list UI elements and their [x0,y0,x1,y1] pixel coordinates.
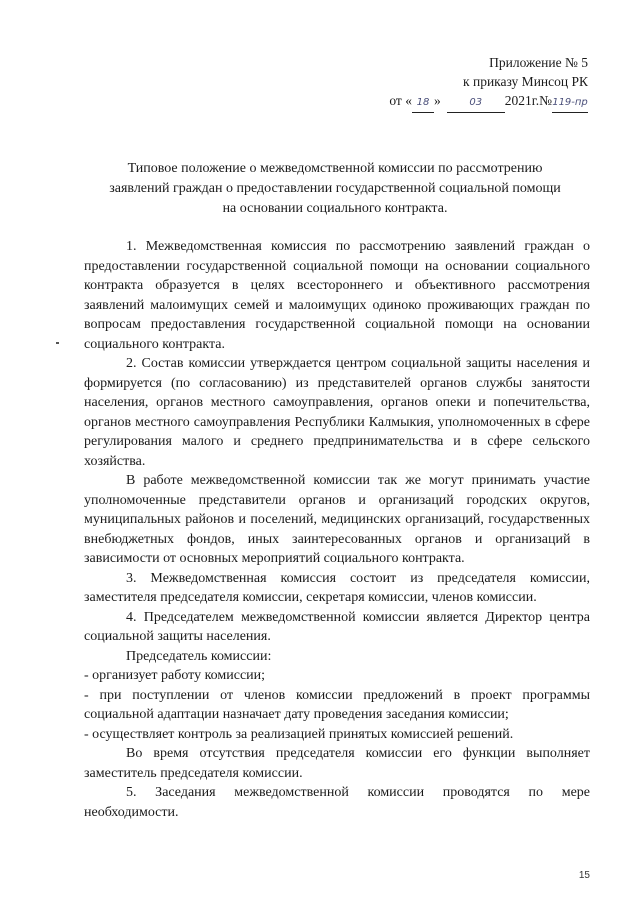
scan-mark [56,342,59,344]
date-year: 2021г.№ [504,93,552,108]
order-reference: к приказу Минсоц РК [463,74,588,89]
date-mid: » [433,93,441,108]
paragraph-4: 4. Председателем межведомственной комиссии является Директор центра социальной защиты населения. [84,609,590,644]
duty-item-2: - при поступлении от членов комиссии предложений в проект программы социальной адаптации назначает дату проведения заседания комиссии; [84,687,590,722]
page-number: 15 [578,870,590,881]
paragraph-3: 3. Межведомственная комиссия состоит из председателя комиссии, заместителя председателя комиссии, секретаря комиссии, членов комиссии. [84,570,590,605]
paragraph-2-cont: В работе межведомственной комиссии так же могут принимать участие уполномоченные представители органов и организаций городских округов, муниципальных районов и поселений, медицинских организаций, государственных внебюджетных фондов, иных заинтересованных органов и организаций в зависимости от основных мероприятий социального контракта. [84,473,590,566]
order-date-line [389,91,588,113]
appendix-number: Приложение № 5 [489,55,588,70]
duty-item-3: - осуществляет контроль за реализацией принятых комиссией решений. [84,726,514,742]
chairman-duties-heading: Председатель комиссии: [126,648,272,664]
title-line-1: Типовое положение о межведомственной комиссии по рассмотрению [127,161,543,176]
date-prefix: от « [389,93,412,108]
duty-item-1: - организует работу комиссии; [84,668,266,683]
paragraph-5: 5. Заседания межведомственной комиссии проводятся по мере необходимости. [84,785,590,820]
paragraph-1: 1. Межведомственная комиссия по рассмотрению заявлений граждан о предоставлении государственной социальной помощи на основании социального контракта образуется в целях всестороннего и объективного рассмотрения заявлений малоимущих семей и малоимущих одиноко проживающих граждан по вопросам предоставления государственной социальной помощи на основании социального контракта. [84,239,590,352]
title-line-2: заявлений граждан о предоставлении государственной социальной помощи [109,181,561,196]
paragraph-2: 2. Состав комиссии утверждается центром социальной защиты населения и формируется (по согласованию) из представителей органов службы занятости населения, органов местного самоуправления, органов опеки и попечительства, органов местного самоуправления Республики Калмыкия, уполномоченных в сфере регулирования малого и среднего предпринимательства и в сфере сельского хозяйства. [84,356,590,469]
document-body [84,237,590,822]
appendix-header [389,53,588,113]
order-number: 119-пр [552,93,588,113]
date-month: 03 [447,93,505,113]
deputy-paragraph: Во время отсутствия председателя комиссии его функции выполняет заместитель председателя комиссии. [84,746,590,781]
title-line-3: на основании социального контракта. [222,201,448,216]
document-title [90,159,580,219]
date-day: 18 [412,93,434,113]
